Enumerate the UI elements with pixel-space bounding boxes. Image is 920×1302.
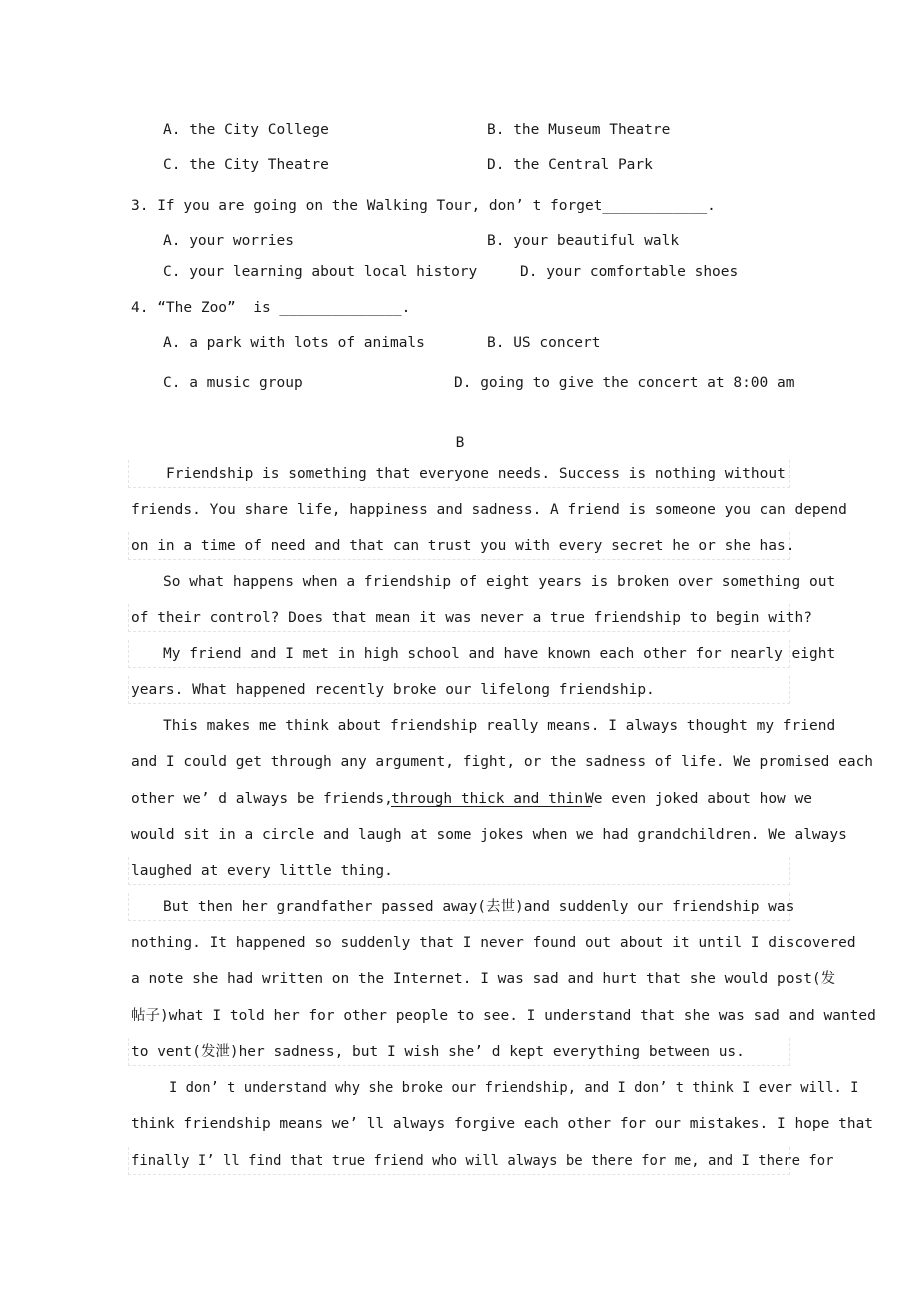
- passage-line: on in a time of need and that can trust you with every secret he or she has.: [131, 538, 795, 554]
- q2-option-c: C. the City Theatre: [163, 157, 329, 173]
- passage-line: of their control? Does that mean it was never a true friendship to begin with?: [131, 610, 812, 626]
- passage-line: and I could get through any argument, fight, or the sadness of life. We promised each: [131, 754, 874, 770]
- passage-line: But then her grandfather passed away(去世)and suddenly our friendship was: [163, 899, 795, 915]
- section-heading: B: [455, 435, 465, 451]
- passage-line: years. What happened recently broke our lifelong friendship.: [131, 682, 655, 698]
- passage-line: finally I’ ll find that true friend who will always be there for me, and I there for: [131, 1153, 834, 1169]
- passage-line: We even joked about how we: [585, 791, 812, 807]
- passage-line: This makes me think about friendship really means. I always thought my friend: [163, 718, 836, 734]
- passage-line: other we’ d always be friends,: [131, 791, 393, 807]
- q2-option-b: B. the Museum Theatre: [487, 122, 671, 138]
- passage-line: laughed at every little thing.: [131, 863, 393, 879]
- q3-stem: 3. If you are going on the Walking Tour, don’ t forget____________.: [131, 198, 716, 214]
- q3-option-a: A. your worries: [163, 233, 294, 249]
- q4-option-b: B. US concert: [487, 335, 601, 351]
- q3-option-d: D. your comfortable shoes: [520, 264, 739, 280]
- q4-stem: 4. “The Zoo” is ______________.: [131, 300, 411, 316]
- passage-line: friends. You share life, happiness and sadness. A friend is someone you can depend: [131, 502, 847, 518]
- passage-line: 帖子)what I told her for other people to see. I understand that she was sad and wanted: [131, 1008, 876, 1024]
- underlined-phrase: through thick and thin.: [391, 791, 592, 807]
- q2-option-d: D. the Central Park: [487, 157, 653, 173]
- q4-option-c: C. a music group: [163, 375, 303, 391]
- q3-option-b: B. your beautiful walk: [487, 233, 680, 249]
- passage-line: would sit in a circle and laugh at some jokes when we had grandchildren. We always: [131, 827, 847, 843]
- passage-line: My friend and I met in high school and have known each other for nearly eight: [163, 646, 836, 662]
- passage-line: I don’ t understand why she broke our friendship, and I don’ t think I ever will. I: [169, 1080, 859, 1096]
- passage-line: Friendship is something that everyone needs. Success is nothing without: [166, 466, 786, 482]
- passage-line: So what happens when a friendship of eight years is broken over something out: [163, 574, 836, 590]
- q4-option-d: D. going to give the concert at 8:00 am: [454, 375, 795, 391]
- passage-line: nothing. It happened so suddenly that I never found out about it until I discovered: [131, 935, 856, 951]
- passage-line: think friendship means we’ ll always forgive each other for our mistakes. I hope that: [131, 1116, 874, 1132]
- passage-line: to vent(发泄)her sadness, but I wish she’ d kept everything between us.: [131, 1044, 745, 1060]
- q3-option-c: C. your learning about local history: [163, 264, 478, 280]
- q2-option-a: A. the City College: [163, 122, 329, 138]
- q4-option-a: A. a park with lots of animals: [163, 335, 425, 351]
- passage-line: a note she had written on the Internet. I was sad and hurt that she would post(发: [131, 971, 836, 987]
